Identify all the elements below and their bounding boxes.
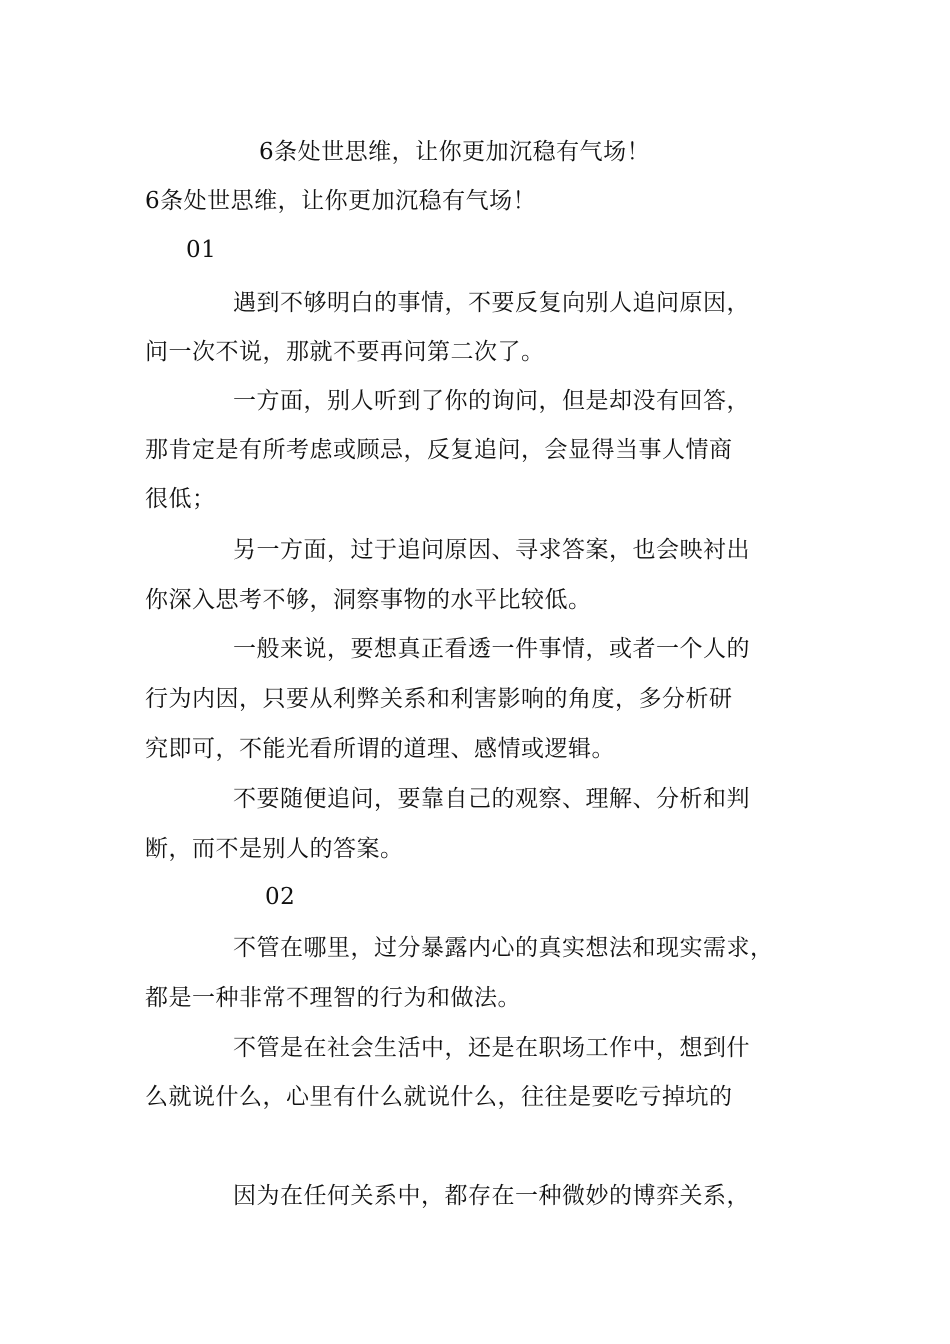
paragraph-line: 问一次不说，那就不要再问第二次了。 <box>145 339 545 365</box>
paragraph-line: 究即可，不能光看所谓的道理、感情或逻辑。 <box>145 736 615 762</box>
paragraph-line: 很低； <box>145 486 216 512</box>
document-subtitle: 6条处世思维，让你更加沉稳有气场！ <box>145 188 537 214</box>
paragraph-line: 你深入思考不够，洞察事物的水平比较低。 <box>145 587 592 613</box>
paragraph-line: 另一方面，过于追问原因、寻求答案，也会映衬出 <box>233 537 750 563</box>
section-number-02: 02 <box>265 884 296 910</box>
section-number-01: 01 <box>186 237 217 263</box>
paragraph-line: 断，而不是别人的答案。 <box>145 836 404 862</box>
paragraph-line: 遇到不够明白的事情，不要反复向别人追问原因， <box>233 290 750 316</box>
paragraph-line: 不管在哪里，过分暴露内心的真实想法和现实需求， <box>233 935 774 961</box>
paragraph-line: 不管是在社会生活中，还是在职场工作中，想到什 <box>233 1035 750 1061</box>
paragraph-line: 不要随便追问，要靠自己的观察、理解、分析和判 <box>233 786 750 812</box>
paragraph-line: 都是一种非常不理智的行为和做法。 <box>145 985 521 1011</box>
document-title: 6条处世思维，让你更加沉稳有气场！ <box>259 139 651 165</box>
paragraph-line: 因为在任何关系中，都存在一种微妙的博弈关系， <box>233 1183 750 1209</box>
paragraph-line: 么就说什么，心里有什么就说什么，往往是要吃亏掉坑的 <box>145 1084 733 1110</box>
paragraph-line: 一般来说，要想真正看透一件事情，或者一个人的 <box>233 636 750 662</box>
paragraph-line: 一方面，别人听到了你的询问，但是却没有回答， <box>233 388 750 414</box>
paragraph-line: 行为内因，只要从利弊关系和利害影响的角度，多分析研 <box>145 686 733 712</box>
paragraph-line: 那肯定是有所考虑或顾忌，反复追问，会显得当事人情商 <box>145 437 733 463</box>
